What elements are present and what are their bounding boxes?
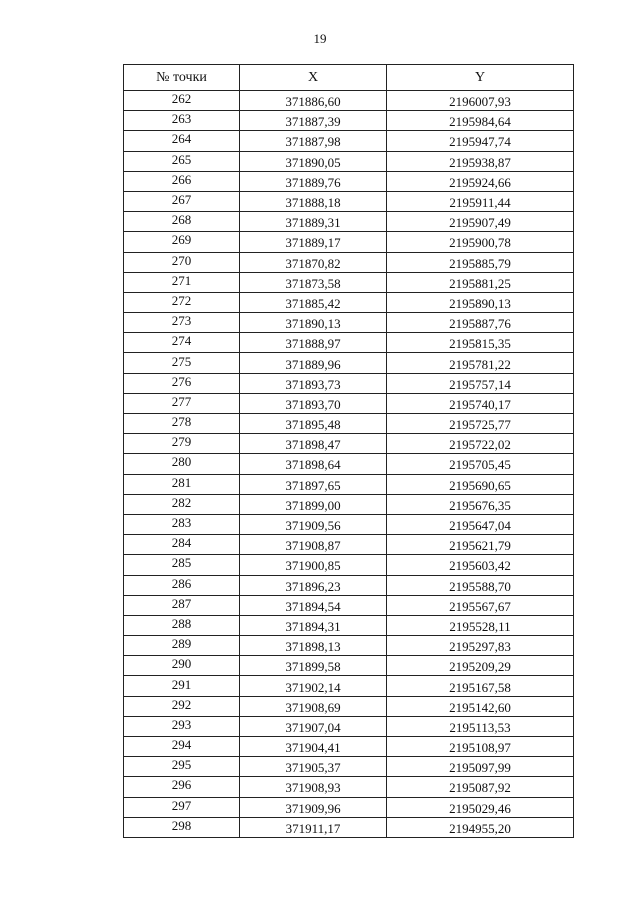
table-row [124,151,574,171]
cell-value: 263 [171,111,192,127]
y-coordinate-cell [387,656,574,676]
cell-value: 371896,23 [285,578,341,594]
table-row [124,232,574,252]
y-coordinate-cell [387,737,574,757]
table-row [124,313,574,333]
y-coordinate-cell [387,434,574,454]
cell-value: 277 [171,393,192,409]
cell-value: 2195781,22 [449,356,511,372]
coordinates-table [123,64,574,838]
cell-value: 292 [171,696,192,712]
cell-value: 269 [171,232,192,248]
cell-value: 371890,13 [285,316,341,332]
y-coordinate-cell [387,313,574,333]
y-coordinate-cell [387,171,574,191]
cell-value: 293 [171,716,192,732]
point-number-cell [124,171,240,191]
cell-value: 371897,65 [285,477,341,493]
table-row [124,575,574,595]
point-number-cell [124,797,240,817]
cell-value: 271 [171,272,192,288]
point-number-cell [124,212,240,232]
column-header-point-number: № точки [124,65,240,91]
cell-value: 371888,18 [285,195,341,211]
y-coordinate-cell [387,393,574,413]
y-coordinate-cell [387,615,574,635]
y-coordinate-cell [387,757,574,777]
cell-value: 288 [171,615,192,631]
cell-value: 371886,60 [285,94,341,110]
x-coordinate-cell [240,514,387,534]
cell-value: 371889,76 [285,174,341,190]
cell-value: 281 [171,474,192,490]
point-number-cell [124,656,240,676]
cell-value: 371902,14 [285,679,341,695]
table-row [124,111,574,131]
cell-value: 371887,39 [285,114,341,130]
cell-value: 283 [171,515,192,531]
cell-value: 2195887,76 [449,316,511,332]
x-coordinate-cell [240,333,387,353]
x-coordinate-cell [240,535,387,555]
y-coordinate-cell [387,151,574,171]
cell-value: 262 [171,91,192,107]
table-header-row [124,65,574,91]
table-row [124,434,574,454]
y-coordinate-cell [387,514,574,534]
cell-value: 2195938,87 [449,154,511,170]
x-coordinate-cell [240,434,387,454]
cell-value: 2195907,49 [449,215,511,231]
cell-value: 268 [171,212,192,228]
point-number-cell [124,535,240,555]
cell-value: 371895,48 [285,417,341,433]
table-row [124,595,574,615]
point-number-cell [124,514,240,534]
point-number-cell [124,716,240,736]
x-coordinate-cell [240,353,387,373]
y-coordinate-cell [387,696,574,716]
x-coordinate-cell [240,131,387,151]
point-number-cell [124,191,240,211]
point-number-cell [124,393,240,413]
point-number-cell [124,737,240,757]
x-coordinate-cell [240,656,387,676]
point-number-cell [124,777,240,797]
table-row [124,696,574,716]
cell-value: 371889,17 [285,235,341,251]
table-row [124,716,574,736]
table-row [124,212,574,232]
cell-value: 294 [171,737,192,753]
y-coordinate-cell [387,555,574,575]
x-coordinate-cell [240,636,387,656]
cell-value: 2195984,64 [449,114,511,130]
y-coordinate-cell [387,212,574,232]
x-coordinate-cell [240,272,387,292]
y-coordinate-cell [387,494,574,514]
cell-value: 2195740,17 [449,396,511,412]
cell-value: 371899,58 [285,659,341,675]
cell-value: 287 [171,595,192,611]
cell-value: 297 [171,797,192,813]
cell-value: 371893,70 [285,396,341,412]
cell-value: 2195603,42 [449,558,511,574]
cell-value: 285 [171,555,192,571]
point-number-cell [124,111,240,131]
point-number-cell [124,636,240,656]
y-coordinate-cell [387,716,574,736]
cell-value: 276 [171,373,192,389]
cell-value: 371900,85 [285,558,341,574]
y-coordinate-cell [387,595,574,615]
cell-value: 2195087,92 [449,780,511,796]
table-row [124,797,574,817]
cell-value: 2195924,66 [449,174,511,190]
point-number-cell [124,131,240,151]
y-coordinate-cell [387,373,574,393]
y-coordinate-cell [387,333,574,353]
point-number-cell [124,232,240,252]
cell-value: 371885,42 [285,295,341,311]
point-number-cell [124,555,240,575]
table-row [124,757,574,777]
x-coordinate-cell [240,454,387,474]
y-coordinate-cell [387,535,574,555]
x-coordinate-cell [240,777,387,797]
x-coordinate-cell [240,737,387,757]
cell-value: 284 [171,535,192,551]
x-coordinate-cell [240,575,387,595]
y-coordinate-cell [387,232,574,252]
cell-value: 278 [171,414,192,430]
table-body [124,91,574,838]
cell-value: 371911,17 [285,820,341,836]
table-row [124,393,574,413]
x-coordinate-cell [240,757,387,777]
cell-value: 371909,56 [285,518,341,534]
y-coordinate-cell [387,454,574,474]
cell-value: 296 [171,777,192,793]
point-number-cell [124,333,240,353]
x-coordinate-cell [240,212,387,232]
cell-value: 2195167,58 [449,679,511,695]
cell-value: 2195588,70 [449,578,511,594]
table-row [124,474,574,494]
table-row [124,454,574,474]
table-row [124,131,574,151]
cell-value: 266 [171,171,192,187]
cell-value: 371908,69 [285,699,341,715]
table-row [124,292,574,312]
point-number-cell [124,615,240,635]
point-number-cell [124,151,240,171]
table-row [124,171,574,191]
x-coordinate-cell [240,171,387,191]
y-coordinate-cell [387,575,574,595]
cell-value: 371888,97 [285,336,341,352]
table-row [124,333,574,353]
cell-value: 264 [171,131,192,147]
table-row [124,373,574,393]
x-coordinate-cell [240,252,387,272]
cell-value: 2195900,78 [449,235,511,251]
table-row [124,615,574,635]
x-coordinate-cell [240,817,387,837]
cell-value: 2195890,13 [449,295,511,311]
point-number-cell [124,373,240,393]
cell-value: 2195690,65 [449,477,511,493]
cell-value: 371908,93 [285,780,341,796]
point-number-cell [124,292,240,312]
cell-value: 371908,87 [285,538,341,554]
y-coordinate-cell [387,272,574,292]
x-coordinate-cell [240,232,387,252]
y-coordinate-cell [387,797,574,817]
cell-value: 289 [171,636,192,652]
x-coordinate-cell [240,151,387,171]
x-coordinate-cell [240,91,387,111]
cell-value: 371890,05 [285,154,341,170]
column-header-x: X [240,65,387,91]
cell-value: 2195621,79 [449,538,511,554]
x-coordinate-cell [240,373,387,393]
x-coordinate-cell [240,555,387,575]
y-coordinate-cell [387,191,574,211]
cell-value: 2195885,79 [449,255,511,271]
cell-value: 371898,47 [285,437,341,453]
cell-value: 2195815,35 [449,336,511,352]
cell-value: 371887,98 [285,134,341,150]
y-coordinate-cell [387,676,574,696]
cell-value: 371898,13 [285,639,341,655]
table-row [124,817,574,837]
x-coordinate-cell [240,615,387,635]
table-row [124,737,574,757]
cell-value: 371889,96 [285,356,341,372]
cell-value: 2195705,45 [449,457,511,473]
table-row [124,191,574,211]
cell-value: 2195881,25 [449,275,511,291]
cell-value: 371899,00 [285,497,341,513]
table-row [124,535,574,555]
cell-value: 291 [171,676,192,692]
y-coordinate-cell [387,636,574,656]
cell-value: 371894,54 [285,598,341,614]
point-number-cell [124,696,240,716]
y-coordinate-cell [387,777,574,797]
cell-value: 371909,96 [285,800,341,816]
cell-value: 279 [171,434,192,450]
point-number-cell [124,252,240,272]
cell-value: 2195029,46 [449,800,511,816]
x-coordinate-cell [240,313,387,333]
cell-value: 371894,31 [285,618,341,634]
x-coordinate-cell [240,414,387,434]
table-row [124,353,574,373]
table-row [124,676,574,696]
x-coordinate-cell [240,474,387,494]
cell-value: 265 [171,151,192,167]
cell-value: 371905,37 [285,760,341,776]
cell-value: 274 [171,333,192,349]
table-row [124,555,574,575]
cell-value: 272 [171,292,192,308]
point-number-cell [124,494,240,514]
x-coordinate-cell [240,494,387,514]
cell-value: 2195528,11 [449,618,511,634]
point-number-cell [124,91,240,111]
y-coordinate-cell [387,131,574,151]
cell-value: 280 [171,454,192,470]
point-number-cell [124,817,240,837]
table-row [124,636,574,656]
cell-value: 371870,82 [285,255,341,271]
point-number-cell [124,313,240,333]
table-row [124,514,574,534]
point-number-cell [124,474,240,494]
cell-value: 371893,73 [285,376,341,392]
cell-value: 2195108,97 [449,740,511,756]
table-row [124,91,574,111]
cell-value: 2195722,02 [449,437,511,453]
y-coordinate-cell [387,91,574,111]
cell-value: 267 [171,192,192,208]
x-coordinate-cell [240,716,387,736]
point-number-cell [124,353,240,373]
cell-value: 295 [171,757,192,773]
y-coordinate-cell [387,292,574,312]
cell-value: 2196007,93 [449,94,511,110]
x-coordinate-cell [240,292,387,312]
point-number-cell [124,454,240,474]
x-coordinate-cell [240,676,387,696]
y-coordinate-cell [387,252,574,272]
table-row [124,252,574,272]
y-coordinate-cell [387,817,574,837]
cell-value: 2194955,20 [449,820,511,836]
cell-value: 2195647,04 [449,518,511,534]
table-row [124,414,574,434]
cell-value: 286 [171,575,192,591]
cell-value: 2195725,77 [449,417,511,433]
y-coordinate-cell [387,111,574,131]
table-row [124,777,574,797]
y-coordinate-cell [387,414,574,434]
cell-value: 2195567,67 [449,598,511,614]
cell-value: 2195297,83 [449,639,511,655]
cell-value: 371889,31 [285,215,341,231]
x-coordinate-cell [240,393,387,413]
cell-value: 282 [171,494,192,510]
cell-value: 371907,04 [285,719,341,735]
cell-value: 2195113,53 [449,719,511,735]
table-row [124,656,574,676]
cell-value: 2195676,35 [449,497,511,513]
x-coordinate-cell [240,191,387,211]
x-coordinate-cell [240,595,387,615]
cell-value: 2195757,14 [449,376,511,392]
x-coordinate-cell [240,111,387,131]
point-number-cell [124,595,240,615]
column-header-y: Y [387,65,574,91]
point-number-cell [124,272,240,292]
table-row [124,494,574,514]
cell-value: 273 [171,313,192,329]
cell-value: 290 [171,656,192,672]
cell-value: 2195911,44 [449,195,511,211]
cell-value: 371904,41 [285,740,341,756]
point-number-cell [124,575,240,595]
y-coordinate-cell [387,474,574,494]
cell-value: 371873,58 [285,275,341,291]
point-number-cell [124,434,240,454]
cell-value: 270 [171,252,192,268]
cell-value: 2195209,29 [449,659,511,675]
y-coordinate-cell [387,353,574,373]
x-coordinate-cell [240,797,387,817]
cell-value: 371898,64 [285,457,341,473]
cell-value: 275 [171,353,192,369]
point-number-cell [124,676,240,696]
x-coordinate-cell [240,696,387,716]
point-number-cell [124,414,240,434]
cell-value: 2195097,99 [449,760,511,776]
table-row [124,272,574,292]
cell-value: 298 [171,817,192,833]
cell-value: 2195947,74 [449,134,511,150]
cell-value: 2195142,60 [449,699,511,715]
page-number: 19 [313,31,327,46]
point-number-cell [124,757,240,777]
